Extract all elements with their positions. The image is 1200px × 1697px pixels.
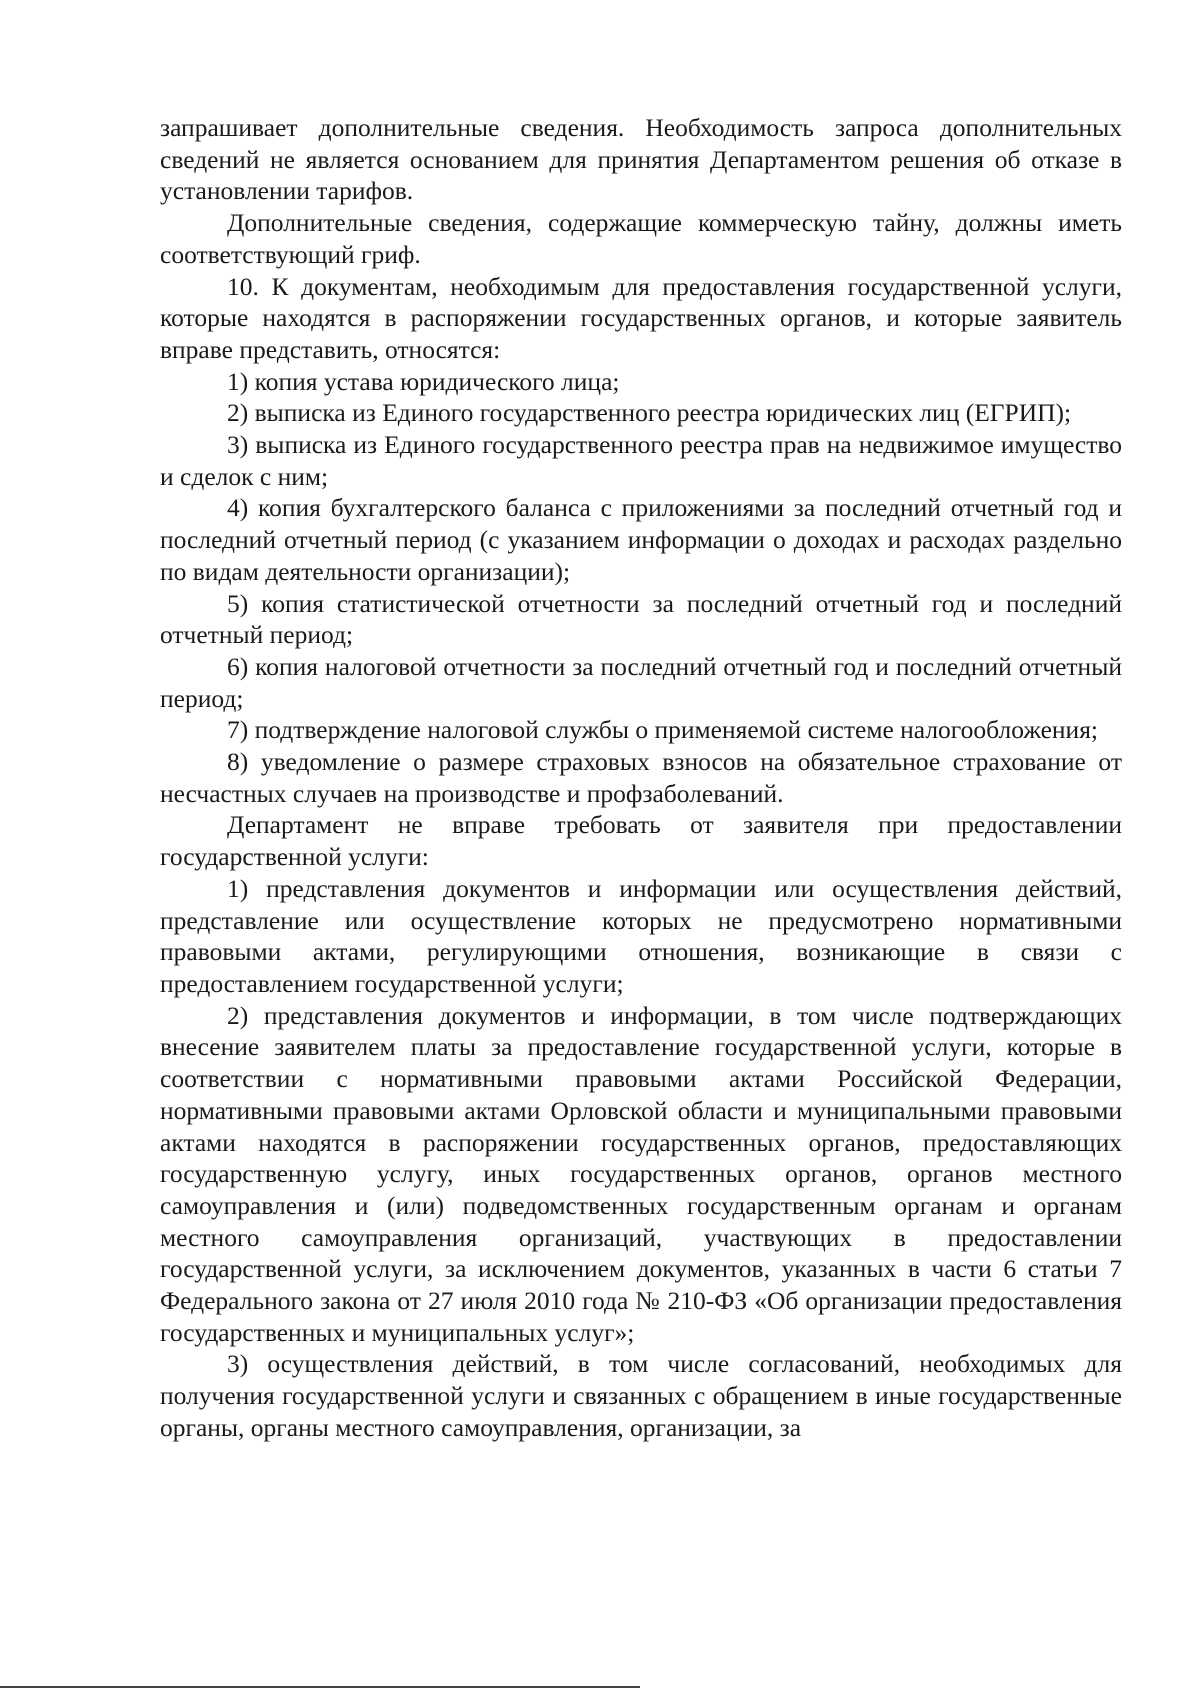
- list-item: 5) копия статистической отчетности за последний отчетный год и последний отчетный период;: [160, 588, 1122, 650]
- list-item: 7) подтверждение налоговой службы о применяемой системе налогообложения;: [227, 715, 1099, 745]
- list-item: 4) копия бухгалтерского баланса с приложениями за последний отчетный год и последний отчетный период (с указанием информации о доходах и расходах раздельно по видам деятельности организации);: [160, 493, 1122, 586]
- list-item: 3) выписка из Единого государственного реестра прав на недвижимое имущество и сделок с ним;: [160, 430, 1122, 491]
- paragraph-item-10: 10. К документам, необходимым для предоставления государственной услуги, которые находятся в распоряжении государственных органов, и которые заявитель вправе представить, относятся:: [160, 271, 1122, 364]
- document-body: [160, 112, 1122, 1444]
- scan-edge-line: [0, 1686, 640, 1688]
- list-item: 8) уведомление о размере страховых взносов на обязательное страхование от несчастных случаев на производстве и профзаболеваний.: [160, 747, 1122, 808]
- list-item: 2) выписка из Единого государственного реестра юридических лиц (ЕГРИП);: [227, 398, 1072, 428]
- list-item: 3) осуществления действий, в том числе согласований, необходимых для получения государственной услуги и связанных с обращением в иные государственные органы, органы местного самоуправления, организации, за: [160, 1349, 1122, 1442]
- paragraph: Департамент не вправе требовать от заявителя при предоставлении государственной услуги:: [160, 810, 1122, 872]
- list-item: 1) копия устава юридического лица;: [227, 366, 620, 396]
- paragraph: Дополнительные сведения, содержащие коммерческую тайну, должны иметь соответствующий гриф.: [160, 208, 1122, 269]
- paragraph: запрашивает дополнительные сведения. Необходимость запроса дополнительных сведений не является основанием для принятия Департаментом решения об отказе в установлении тарифов.: [160, 113, 1122, 206]
- list-item: 1) представления документов и информации или осуществления действий, представление или осуществление которых не предусмотрено нормативными правовыми актами, регулирующими отношения, возникающие в связи с предоставлением государственной услуги;: [160, 873, 1122, 998]
- list-item: 2) представления документов и информации, в том числе подтверждающих внесение заявителем платы за предоставление государственной услуги, которые в соответствии с нормативными правовыми актами Российской Федерации, нормативными правовыми актами Орловской области и муниципальными правовыми актами находятся в распоряжении государственных органов, предоставляющих государственную услугу, иных государственных органов, органов местного самоуправления и (или) подведомственных государственным органам и органам местного самоуправления организаций, участвующих в предоставлении государственной услуги, за исключением документов, указанных в части 6 статьи 7 Федерального закона от 27 июля 2010 года № 210-ФЗ «Об организации предоставления государственных и муниципальных услуг»;: [160, 1000, 1122, 1347]
- list-item: 6) копия налоговой отчетности за последний отчетный год и последний отчетный период;: [160, 651, 1122, 713]
